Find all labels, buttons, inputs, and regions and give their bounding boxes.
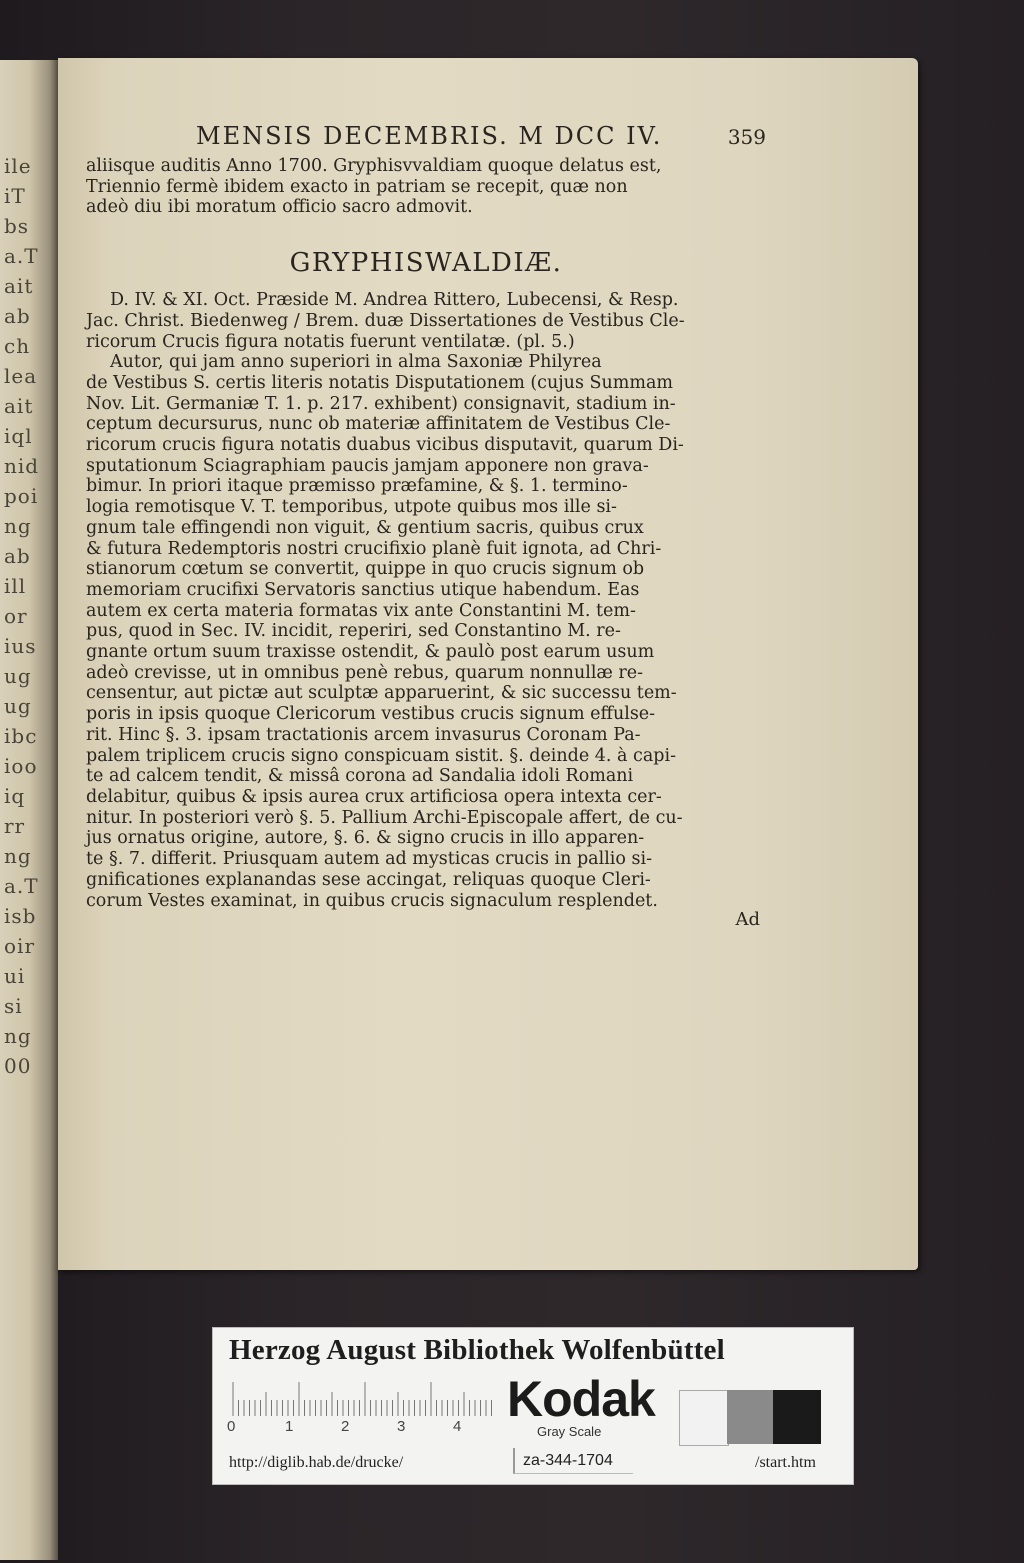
text-line: jus ornatus origine, autore, §. 6. & signo crucis in illo apparen-	[86, 828, 645, 849]
prev-page-fragment: ius	[4, 634, 37, 658]
section-heading: GRYPHISWALDIÆ.	[289, 248, 563, 279]
text-line: poris in ipsis quoque Clericorum vestibus crucis signum effulse-	[86, 704, 656, 725]
prev-page-fragment: ng	[4, 1024, 32, 1048]
previous-page-edge	[0, 60, 58, 1560]
library-target-card	[212, 1327, 854, 1485]
swatch-white	[679, 1390, 729, 1446]
prev-page-fragment: ill	[4, 574, 27, 598]
paragraph-summary	[86, 352, 766, 911]
gray-scale-label: Gray Scale	[537, 1424, 602, 1439]
library-title: Herzog August Bibliothek Wolfenbüttel	[229, 1334, 725, 1366]
text-line: aliisque auditis Anno 1700. Gryphisvvaldiam quoque delatus est,	[86, 156, 662, 176]
prev-page-fragment: oir	[4, 934, 35, 958]
prev-page-fragment: ioo	[4, 754, 38, 778]
text-line: gnante ortum suum traxisse ostendit, & paulò post earum usum	[86, 642, 655, 663]
prev-page-fragment: ug	[4, 664, 32, 688]
text-line: D. IV. & XI. Oct. Præside M. Andrea Rittero, Lubecensi, & Resp.	[110, 290, 679, 311]
prev-page-fragment: iT	[4, 184, 26, 208]
text-line: delabitur, quibus & ipsis aurea crux artificiosa opera intexta cer-	[86, 786, 662, 807]
prev-page-fragment: ng	[4, 844, 32, 868]
page-content	[86, 122, 766, 930]
text-line: te §. 7. differit. Priusquam autem ad mysticas crucis in pallio si-	[86, 849, 652, 870]
text-line: pus, quod in Sec. IV. incidit, reperiri, sed Constantino M. re-	[86, 621, 621, 642]
prev-page-fragment: iql	[4, 424, 33, 448]
text-line: ricorum Crucis figura notatis fuerunt ventilatæ. (pl. 5.)	[86, 331, 575, 352]
text-line: gnificationes explanandas sese accingat, reliquas quoque Cleri-	[86, 869, 651, 890]
paragraph-dissertation	[86, 290, 766, 352]
prev-page-fragment: a.T	[4, 244, 39, 268]
prev-page-fragment: ch	[4, 334, 31, 358]
text-line: adeò diu ibi moratum officio sacro admovit.	[86, 197, 473, 218]
prev-page-fragment: poi	[4, 484, 39, 508]
prev-page-fragment: ab	[4, 544, 31, 568]
url-suffix[interactable]: /start.htm	[755, 1454, 816, 1471]
prev-page-fragment: or	[4, 604, 28, 628]
text-line: bimur. In priori itaque præmisso præfamine, & §. 1. termino-	[86, 476, 628, 497]
text-line: memoriam crucifixi Servatoris sanctius utique habendum. Eas	[86, 579, 640, 600]
prev-page-fragment: rr	[4, 814, 26, 838]
catchword: Ad	[735, 909, 760, 931]
text-line: Autor, qui jam anno superiori in alma Saxoniæ Philyrea	[110, 352, 602, 373]
prev-page-fragment: ui	[4, 964, 26, 988]
prev-page-fragment: si	[4, 994, 23, 1018]
text-line: rit. Hinc §. 3. ipsam tractationis arcem invasurus Coronam Pa-	[86, 724, 641, 745]
swatch-black	[773, 1390, 821, 1444]
text-line: sputationum Sciagraphiam paucis jamjam apponere non grava-	[86, 455, 649, 476]
text-line: adeò crevisse, ut in omnibus penè rebus, quarum nonnullæ re-	[86, 662, 644, 683]
ruler-scale	[229, 1376, 493, 1416]
prev-page-fragment: isb	[4, 904, 37, 928]
text-line: & futura Redemptoris nostri crucifixio planè fuit ignota, ad Chri-	[86, 538, 662, 559]
text-line: Nov. Lit. Germaniæ T. 1. p. 217. exhibent) consignavit, stadium in-	[86, 393, 676, 414]
text-line: te ad calcem tendit, & missâ corona ad Sandalia idoli Romani	[86, 766, 634, 787]
text-line: autem ex certa materia formatas vix ante Constantini M. tem-	[86, 600, 636, 621]
kodak-logo: Kodak	[507, 1371, 655, 1427]
prev-page-fragment: a.T	[4, 874, 39, 898]
running-head	[86, 122, 766, 156]
prev-page-fragment: ng	[4, 514, 32, 538]
prev-page-fragment: lea	[4, 364, 38, 388]
prev-page-fragment: 00	[4, 1054, 32, 1078]
page-number: 359	[727, 125, 766, 149]
intro-text	[86, 156, 766, 218]
prev-page-fragment: iq	[4, 784, 26, 808]
text-line: nitur. In posteriori verò §. 5. Pallium Archi-Episcopale affert, de cu-	[86, 807, 683, 828]
ruler-number: 2	[341, 1418, 350, 1435]
prev-page-fragment: nid	[4, 454, 40, 478]
ruler-number: 1	[285, 1418, 294, 1435]
prev-page-fragment: ait	[4, 394, 34, 418]
text-line: censentur, aut pictæ aut sculptæ apparuerint, & sic successu tem-	[86, 683, 677, 704]
prev-page-fragment: bs	[4, 214, 30, 238]
ruler-number: 3	[397, 1418, 406, 1435]
text-line: logia remotisque V. T. temporibus, utpote quibus mos ille si-	[86, 497, 617, 518]
text-line: Triennio fermè ibidem exacto in patriam se recepit, quæ non	[86, 176, 628, 197]
text-line: Jac. Christ. Biedenweg / Brem. duæ Dissertationes de Vestibus Cle-	[86, 310, 685, 331]
running-head-title: MENSIS DECEMBRIS. M DCC IV.	[196, 122, 663, 150]
text-line: gnum tale effingendi non viguit, & gentium sacris, quibus crux	[86, 517, 644, 538]
prev-page-fragment: ait	[4, 274, 34, 298]
text-line: stianorum cœtum se convertit, quippe in quo crucis signum ob	[86, 559, 645, 580]
prev-page-fragment: ibc	[4, 724, 38, 748]
prev-page-fragment: ile	[4, 154, 32, 178]
book-page	[58, 58, 918, 1270]
prev-page-fragment: ab	[4, 304, 31, 328]
text-line: ceptum decursurus, nunc ob materiæ affinitatem de Vestibus Cle-	[86, 414, 671, 435]
prev-page-fragment: ug	[4, 694, 32, 718]
text-line: de Vestibus S. certis literis notatis Disputationem (cujus Summam	[86, 372, 673, 393]
ruler-number: 4	[453, 1418, 462, 1435]
text-line: ricorum crucis figura notatis duabus vicibus disputavit, quarum Di-	[86, 435, 684, 456]
ruler-number: 0	[227, 1418, 236, 1435]
swatch-gray	[727, 1390, 773, 1444]
text-line: palem triplicem crucis signo conspicuam sistit. §. deinde 4. à capi-	[86, 745, 677, 766]
shelfmark: za-344-1704	[513, 1448, 633, 1474]
url-prefix[interactable]: http://diglib.hab.de/drucke/	[229, 1454, 404, 1471]
text-line: corum Vestes examinat, in quibus crucis signaculum resplendet.	[86, 890, 658, 911]
